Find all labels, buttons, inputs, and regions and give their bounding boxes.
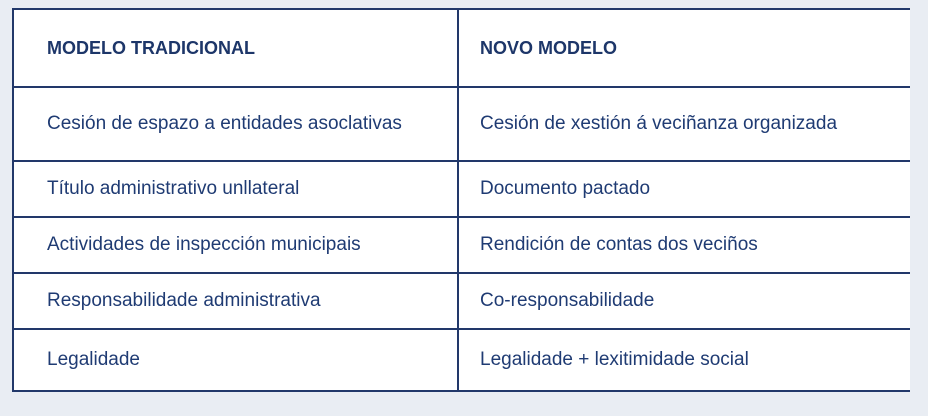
table-row xyxy=(14,218,910,274)
row-2-new: Documento pactado xyxy=(480,178,651,199)
table-row xyxy=(14,330,910,390)
table-header-row xyxy=(14,10,910,88)
row-1-traditional: Cesión de espazo a entidades asoclativas xyxy=(47,113,402,134)
row-4-traditional: Responsabilidade administrativa xyxy=(47,290,321,311)
row-5-new: Legalidade + lexitimidade social xyxy=(480,349,749,370)
header-traditional-model: MODELO TRADICIONAL xyxy=(47,38,255,58)
row-2-traditional: Título administrativo unllateral xyxy=(47,178,300,199)
table-row xyxy=(14,88,910,162)
comparison-table xyxy=(12,8,910,392)
row-3-new: Rendición de contas dos veciños xyxy=(480,234,758,255)
row-5-traditional: Legalidade xyxy=(47,349,140,370)
row-4-new: Co-responsabilidade xyxy=(480,290,655,311)
table-row xyxy=(14,274,910,330)
row-1-new: Cesión de xestión á veciñanza organizada xyxy=(480,113,838,134)
row-3-traditional: Actividades de inspección municipais xyxy=(47,234,361,255)
header-new-model: NOVO MODELO xyxy=(480,38,618,58)
table-row xyxy=(14,162,910,218)
